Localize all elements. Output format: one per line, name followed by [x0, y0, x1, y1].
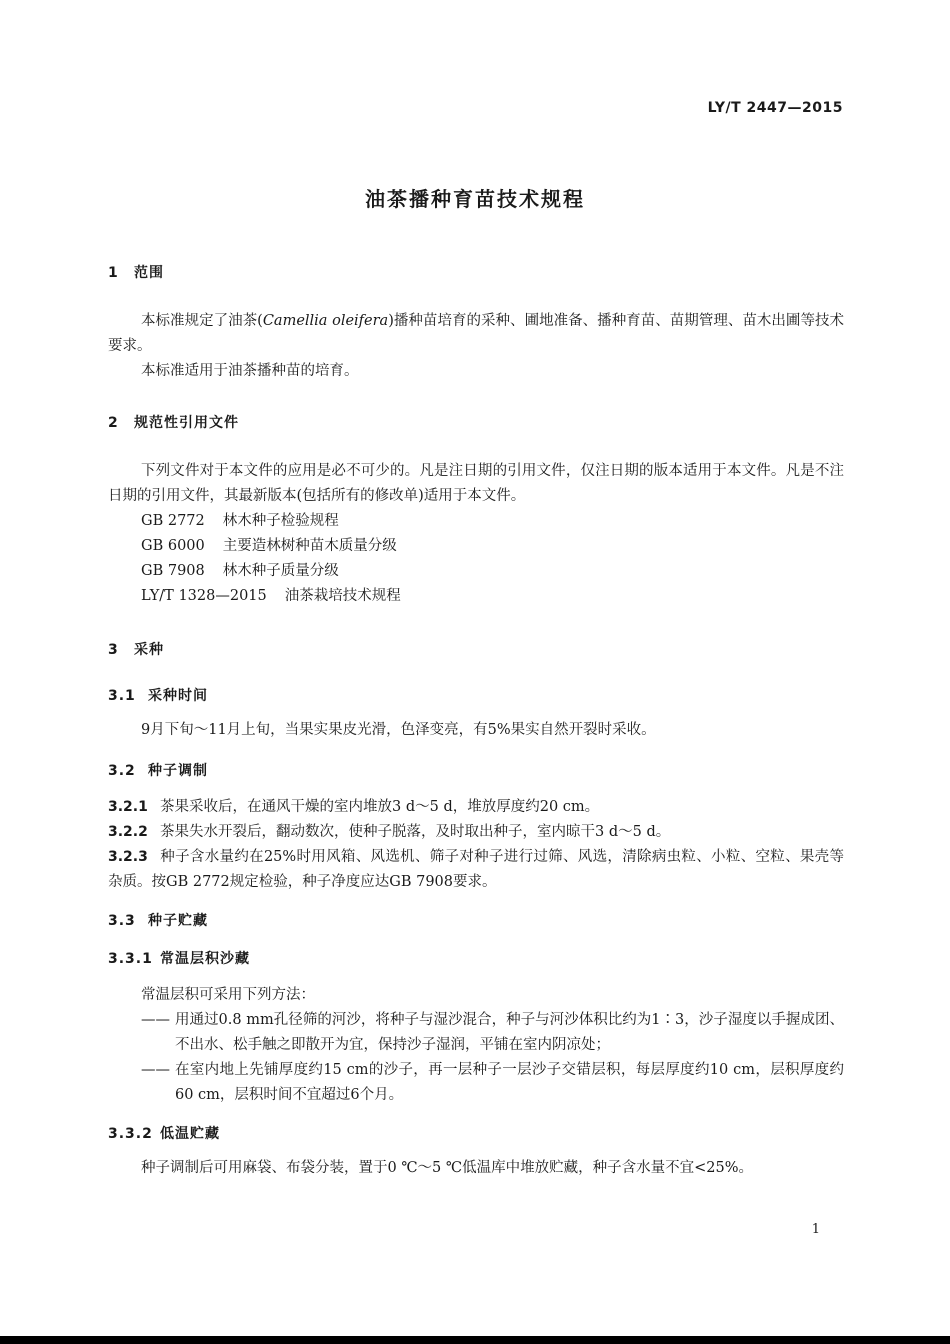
reference-code: GB 2772	[141, 513, 205, 529]
section-1-paragraph-2: 本标准适用于油茶播种苗的培育。	[141, 363, 359, 379]
clause-text: 种子含水量约在25%时用风箱、风选机、筛子对种子进行过筛、风选，清除病虫粒、小粒、空粒、果壳等杂质。按GB 2772规定检验，种子净度应达GB 7908要求。	[108, 849, 844, 890]
dash-list-item	[141, 1008, 844, 1058]
reference-code: LY/T 1328—2015	[141, 588, 267, 604]
storage-intro: 常温层积可采用下列方法：	[141, 987, 315, 1003]
section-title: 范围	[134, 265, 164, 281]
dash-mark: ——	[141, 1062, 170, 1078]
section-title: 采种时间	[148, 688, 208, 704]
clause-text: 茶果采收后，在通风干燥的室内堆放3 d～5 d，堆放厚度约20 cm。	[160, 799, 600, 815]
section-3-3-1-heading	[108, 948, 250, 968]
reference-title: 油茶栽培技术规程	[284, 588, 401, 604]
section-title: 种子调制	[148, 763, 208, 779]
section-3-1-heading	[108, 685, 208, 705]
reference-code: GB 6000	[141, 538, 205, 554]
dash-item-text: 用通过0.8 mm孔径筛的河沙，将种子与湿沙混合，种子与河沙体积比约为1∶3，沙子湿度以手握成团、不出水、松手触之即散开为宜，保持沙子湿润，平铺在室内阴凉处；	[175, 1012, 844, 1053]
section-3-1-paragraph: 9月下旬～11月上旬，当果实果皮光滑，色泽变亮，有5%果实自然开裂时采收。	[141, 722, 656, 738]
dash-item-text: 在室内地上先铺厚度约15 cm的沙子，再一层种子一层沙子交错层积，每层厚度约10 cm，层积厚度约60 cm，层积时间不宜超过6个月。	[175, 1062, 844, 1103]
section-3-3-2-heading	[108, 1123, 220, 1143]
section-title: 常温层积沙藏	[160, 951, 250, 967]
clause-number: 3.2.1	[108, 799, 148, 815]
section-number: 3	[108, 642, 119, 658]
page-number: 1	[811, 1222, 820, 1237]
document-title: 油茶播种育苗技术规程	[365, 187, 585, 211]
section-1-heading	[108, 262, 164, 282]
reference-item	[141, 534, 397, 559]
section-title: 种子贮藏	[148, 913, 208, 929]
section-title: 低温贮藏	[160, 1126, 220, 1142]
section-number: 3.3.1	[108, 951, 153, 967]
clause-3-2-2	[108, 820, 844, 845]
section-number: 3.3	[108, 913, 136, 929]
clause-text: 茶果失水开裂后，翻动数次，使种子脱落，及时取出种子，室内晾干3 d～5 d。	[160, 824, 671, 840]
reference-title: 林木种子检验规程	[222, 513, 339, 529]
reference-item	[141, 509, 339, 534]
latin-name: Camellia oleifera	[262, 313, 389, 329]
clause-3-2-1	[108, 795, 844, 820]
section-number: 3.2	[108, 763, 136, 779]
reference-title: 林木种子质量分级	[222, 563, 339, 579]
clause-number: 3.2.2	[108, 824, 148, 840]
section-title: 规范性引用文件	[134, 415, 239, 431]
text-run: )播种苗培育的采种、圃地准备、播种育苗、苗期管理、苗木出圃等技术要求。	[108, 313, 844, 354]
dash-list-item	[141, 1058, 844, 1108]
section-number: 3.1	[108, 688, 136, 704]
section-number: 1	[108, 265, 119, 281]
section-2-paragraph-1: 下列文件对于本文件的应用是必不可少的。凡是注日期的引用文件，仅注日期的版本适用于本文件。凡是不注日期的引用文件，其最新版本(包括所有的修改单)适用于本文件。	[108, 463, 844, 504]
reference-item	[141, 559, 339, 584]
dash-mark: ——	[141, 1012, 170, 1028]
section-3-heading	[108, 639, 164, 659]
section-3-3-heading	[108, 910, 208, 930]
section-2-heading	[108, 412, 239, 432]
section-3-2-heading	[108, 760, 208, 780]
clause-3-2-3	[108, 845, 844, 895]
reference-code: GB 7908	[141, 563, 205, 579]
bottom-edge	[0, 1336, 950, 1344]
section-3-3-2-paragraph: 种子调制后可用麻袋、布袋分装，置于0 ℃～5 ℃低温库中堆放贮藏，种子含水量不宜<25%。	[141, 1160, 753, 1176]
section-title: 采种	[134, 642, 164, 658]
reference-title: 主要造林树种苗木质量分级	[222, 538, 397, 554]
section-number: 3.3.2	[108, 1126, 153, 1142]
clause-number: 3.2.3	[108, 849, 148, 865]
standard-code: LY/T 2447—2015	[707, 100, 843, 116]
section-number: 2	[108, 415, 119, 431]
reference-item	[141, 584, 401, 609]
section-1-paragraph-1	[108, 309, 844, 359]
text-run: 本标准规定了油茶(	[141, 313, 263, 329]
